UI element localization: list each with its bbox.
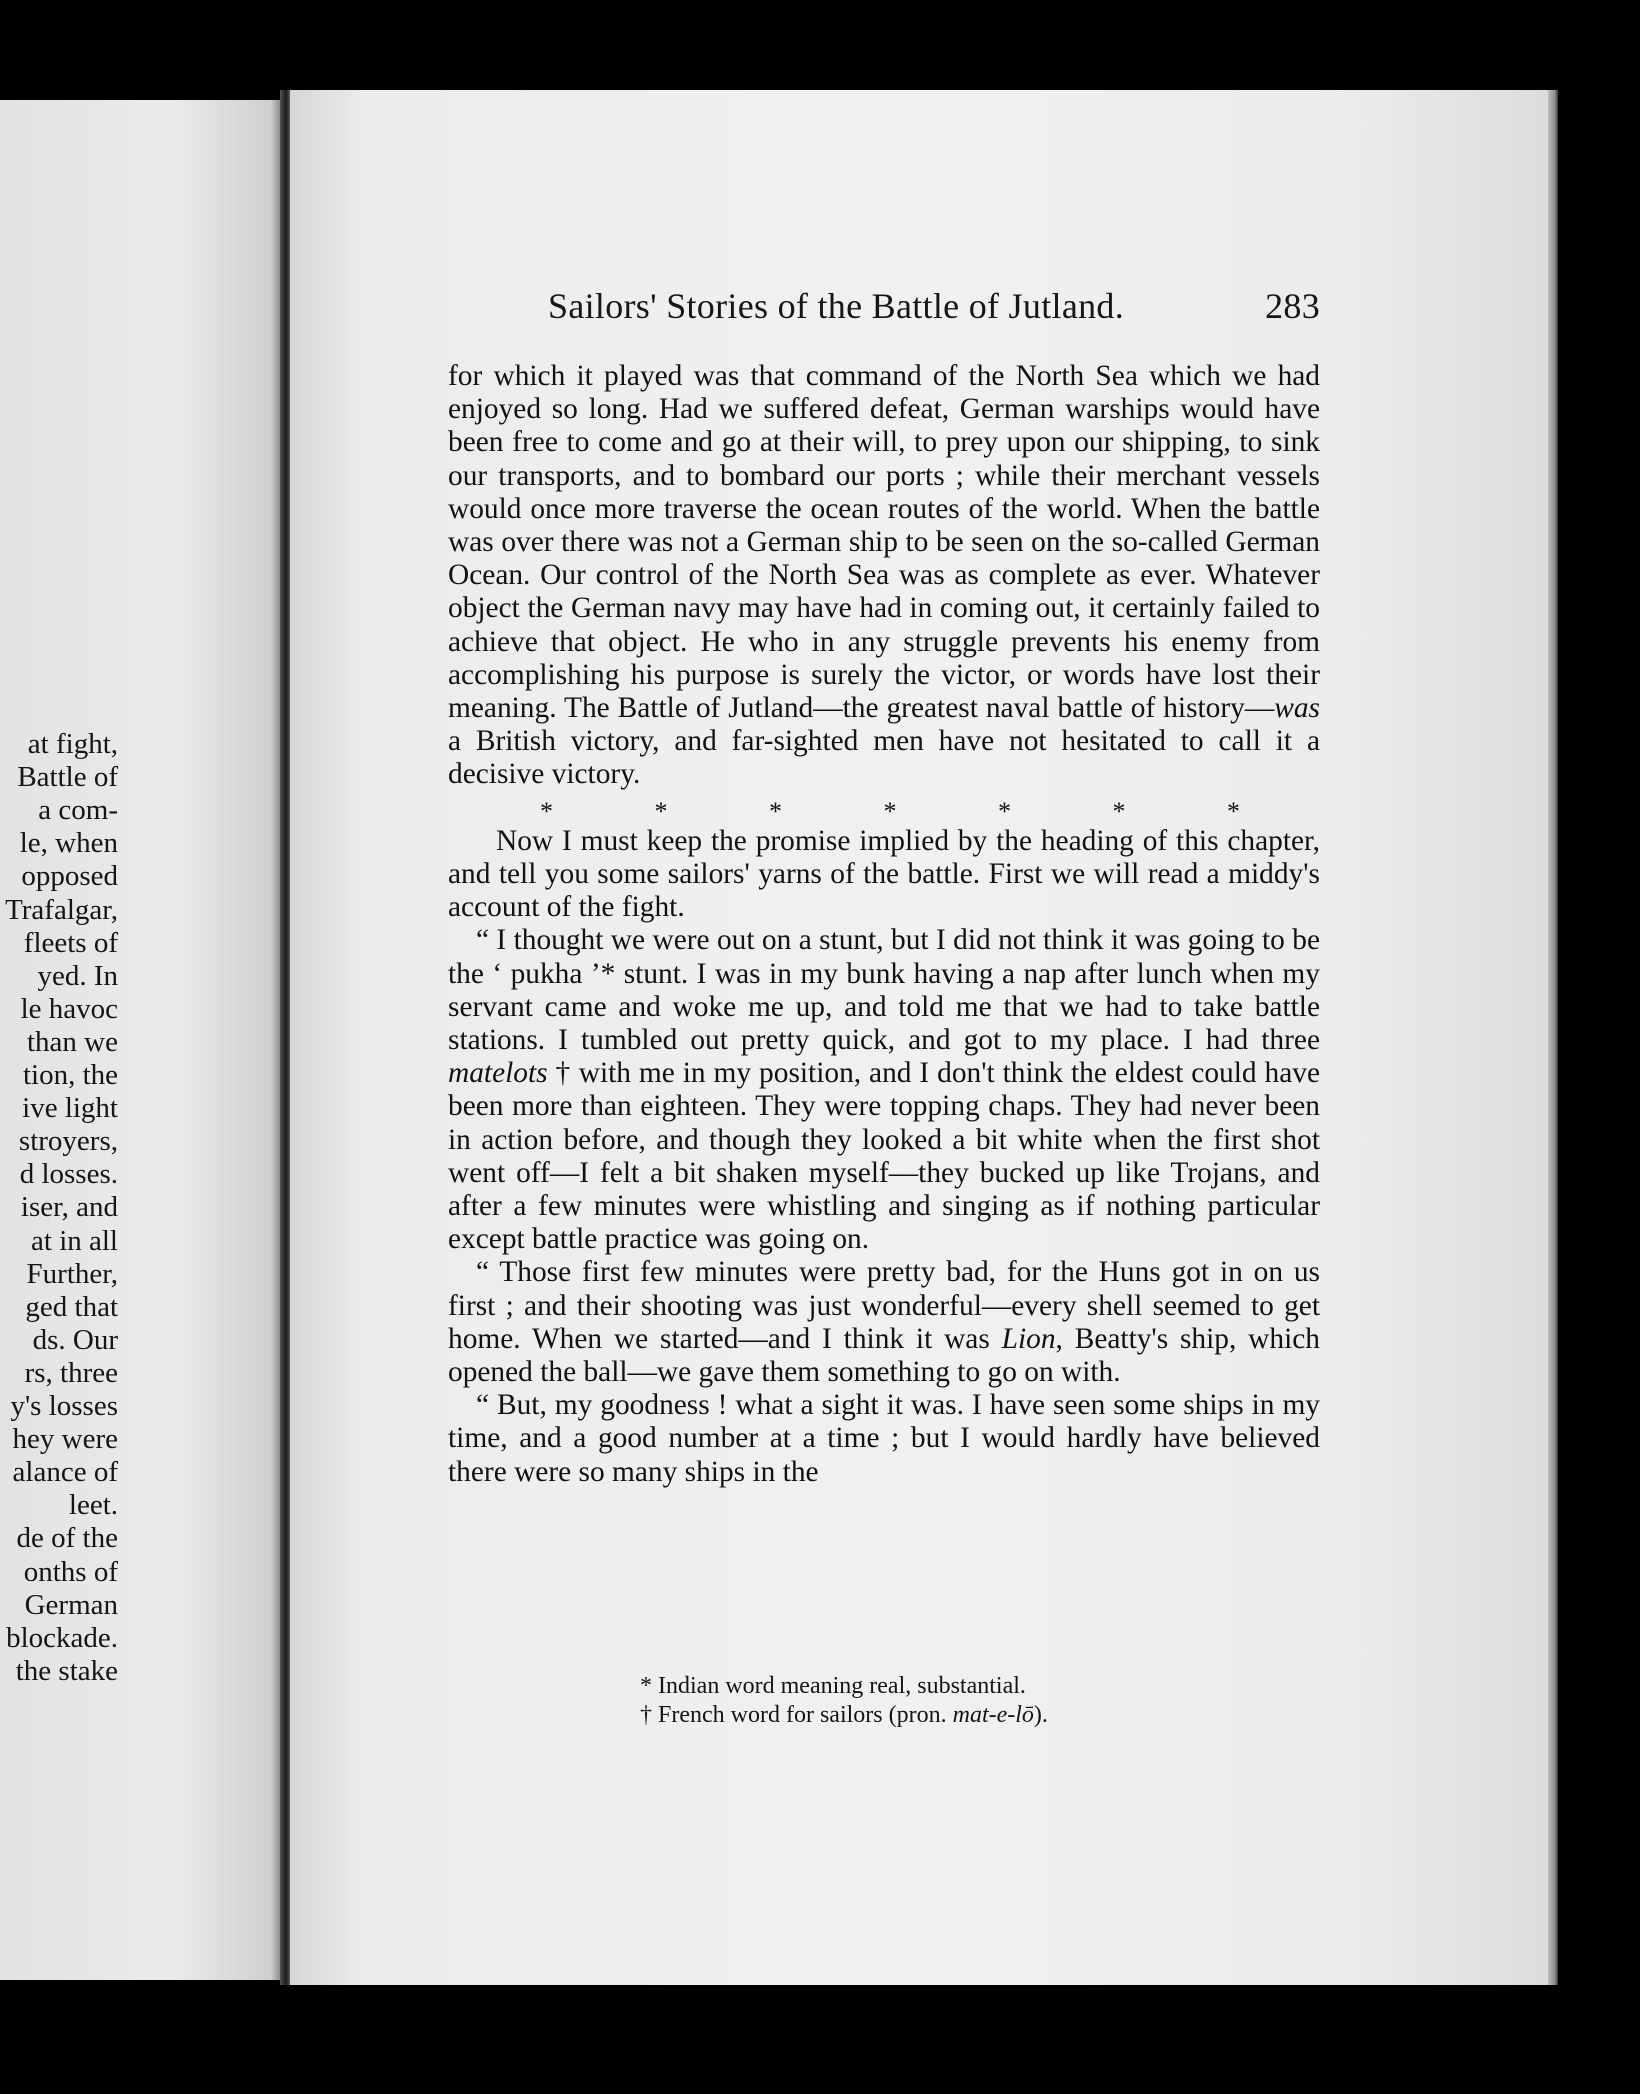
left-page-line: d losses. — [19, 1158, 118, 1191]
left-page-line: le havoc — [20, 992, 118, 1025]
emphasis-pronunciation: mat-e-lō — [952, 1702, 1034, 1728]
left-page-line: leet. — [68, 1489, 118, 1522]
left-page-line: yed. In — [37, 959, 118, 992]
left-page-line: tion, the — [22, 1059, 118, 1091]
paragraph-2: Now I must keep the promise implied by the heading of this chapter, and tell you some sailors' yarns of the battle. First we will read a middy's account of the fight. — [448, 824, 1320, 924]
left-page-line: ds. Our — [32, 1323, 118, 1356]
page-edge — [1548, 90, 1558, 1985]
left-page-line: stroyers, — [18, 1125, 118, 1158]
page-number: 283 — [1265, 286, 1320, 326]
left-page-line: Battle of — [17, 761, 118, 794]
section-break-star: * — [883, 796, 897, 826]
left-page-line: ive light — [22, 1092, 118, 1125]
left-page-line: de of the — [16, 1522, 118, 1555]
paragraph-4: “ Those first few minutes were pretty bad, for the Huns got in on us first ; and their shooting was just wonderful—every shell seemed to get home. When we started—and I think it was Lion, Beatty's ship, which opened the ball—we gave them something to go on with. — [448, 1256, 1320, 1389]
left-page-line: alance of — [12, 1456, 118, 1489]
section-break-star: * — [654, 796, 668, 826]
left-page-line: Trafalgar, — [5, 893, 118, 926]
left-page-line: blockade. — [6, 1621, 118, 1654]
footnotes — [640, 1672, 1048, 1730]
section-break-star: * — [998, 796, 1011, 826]
left-page-line: hey were — [12, 1423, 118, 1456]
emphasis-matelots: matelots — [448, 1057, 548, 1090]
emphasis-was: was — [1274, 692, 1320, 725]
paragraph-5: “ But, my goodness ! what a sight it was. I have seen some ships in my time, and a good number at a time ; but I would hardly have believed there were so many ships in the — [448, 1389, 1320, 1488]
section-break-star: * — [1112, 796, 1126, 826]
section-break-star: * — [769, 796, 782, 826]
left-page — [0, 100, 285, 1980]
left-page-line: y's losses — [10, 1390, 118, 1422]
paragraph-1: for which it played was that command of the North Sea which we had enjoyed so long. Had we suffered defeat, German warships would have been free to come and go at their will, to prey upon our shipping, to sink our transports, and to bombard our ports ; while their merchant vessels would once more traverse the ocean routes of the world. When the battle was over there was not a German ship to be seen on the so-called German Ocean. Our control of the North Sea was as complete as ever. Whatever object the German navy may have had in coming out, it certainly failed to achieve that object. He who in any struggle prevents his enemy from accomplishing his purpose is surely the victor, or words have lost their meaning. The Battle of Jutland—the greatest naval battle of history—was a British victory, and far-sighted men have not hesitated to call it a decisive victory. — [448, 360, 1320, 791]
left-page-line: onths of — [23, 1555, 118, 1588]
left-page-line: Further, — [26, 1257, 118, 1290]
section-break-star: * — [1227, 796, 1240, 826]
footnote-1: * Indian word meaning real, substantial. — [640, 1673, 1026, 1699]
left-page-line: at fight, — [27, 728, 118, 760]
left-page-line: fleets of — [23, 926, 118, 959]
left-page-line: ged that — [25, 1290, 118, 1323]
section-break-star: * — [540, 796, 553, 826]
running-header — [548, 285, 1320, 327]
left-page-line: rs, three — [24, 1356, 118, 1389]
footnote-2: † French word for sailors (pron. mat-e-lō). — [640, 1702, 1048, 1728]
left-page-line: at in all — [31, 1224, 118, 1257]
left-page-line: le, when — [19, 827, 118, 860]
left-page-line: a com- — [38, 794, 118, 827]
left-page-line: than we — [27, 1025, 118, 1058]
left-page-line: the stake — [15, 1654, 118, 1687]
page-body — [448, 360, 1320, 1489]
emphasis-lion: Lion — [1001, 1322, 1056, 1355]
left-page-line: iser, and — [20, 1191, 118, 1224]
running-title: Sailors' Stories of the Battle of Jutland. — [548, 286, 1125, 326]
left-page-line: opposed — [21, 860, 118, 893]
paragraph-3: “ I thought we were out on a stunt, but I did not think it was going to be the ‘ pukha ’* stunt. I was in my bunk having a nap after lunch when my servant came and woke me up, and told me that we had to take battle stations. I tumbled out pretty quick, and got to my place. I had three matelots † with me in my position, and I don't think the eldest could have been more than eighteen. They were topping chaps. They had never been in action before, and though they looked a bit white when the first shot went off—I felt a bit shaken myself—they bucked up like Trojans, and after a few minutes were whistling and singing as if nothing particular except battle practice was going on. — [448, 924, 1320, 1256]
left-page-line: German — [24, 1588, 118, 1621]
section-break — [448, 792, 1320, 825]
